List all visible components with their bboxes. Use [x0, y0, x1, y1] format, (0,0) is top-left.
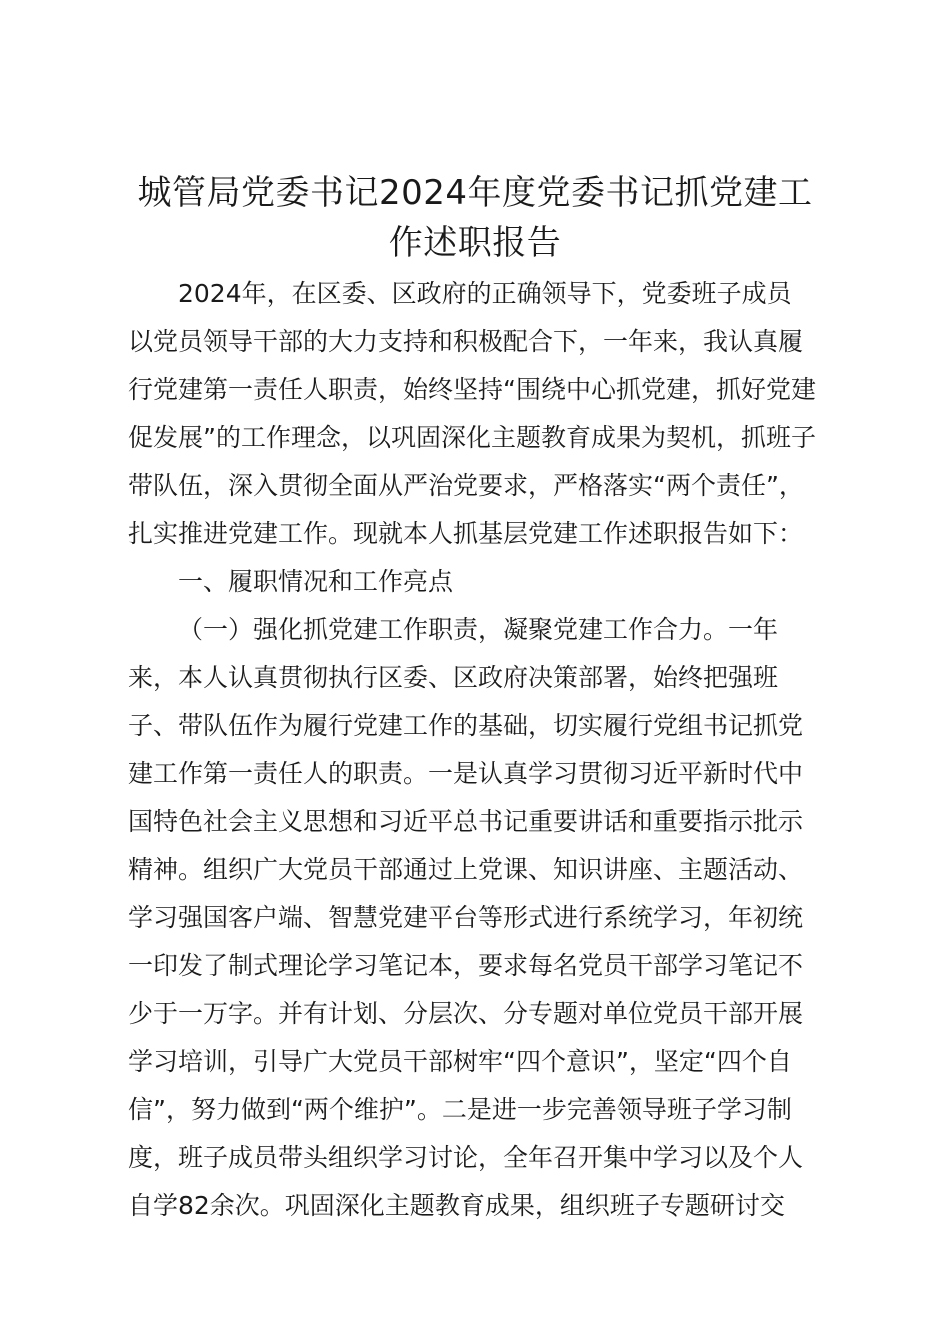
text-line: 2024年，在区委、区政府的正确领导下，党委班子成员	[178, 279, 792, 308]
text-line: 子、带队伍作为履行党建工作的基础，切实履行党组书记抓党	[128, 711, 804, 740]
document-title	[118, 168, 832, 268]
text-line: 促发展”的工作理念，以巩固深化主题教育成果为契机，抓班子	[128, 423, 816, 452]
text-line: 来，本人认真贯彻执行区委、区政府决策部署，始终把强班	[128, 663, 779, 692]
text-line: 度，班子成员带头组织学习讨论，全年召开集中学习以及个人	[128, 1143, 804, 1172]
text-line: 带队伍，深入贯彻全面从严治党要求，严格落实“两个责任”，	[128, 471, 804, 500]
text-line: 行党建第一责任人职责，始终坚持“围绕中心抓党建，抓好党建	[128, 375, 816, 404]
title-line-1: 城管局党委书记2024年度党委书记抓党建工	[137, 173, 813, 213]
text-line: 信”，努力做到“两个维护”。二是进一步完善领导班子学习制	[128, 1095, 792, 1124]
text-line: 少于一万字。并有计划、分层次、分专题对单位党员干部开展	[128, 999, 804, 1028]
text-line: 学习强国客户端、智慧党建平台等形式进行系统学习，年初统	[128, 903, 804, 932]
title-line-2: 作述职报告	[388, 223, 562, 263]
text-line: 一印发了制式理论学习笔记本，要求每名党员干部学习笔记不	[128, 951, 804, 980]
text-line: 自学82余次。巩固深化主题教育成果，组织班子专题研讨交	[128, 1191, 785, 1220]
text-line: 扎实推进党建工作。现就本人抓基层党建工作述职报告如下：	[128, 519, 804, 548]
text-line: 建工作第一责任人的职责。一是认真学习贯彻习近平新时代中	[128, 759, 804, 788]
subsection-heading-line: （一）强化抓党建工作职责，凝聚党建工作合力。一年	[178, 615, 779, 644]
text-line: 国特色社会主义思想和习近平总书记重要讲话和重要指示批示	[128, 807, 804, 836]
text-line: 学习培训，引导广大党员干部树牢“四个意识”，坚定“四个自	[128, 1047, 792, 1076]
section-heading: 一、履职情况和工作亮点	[178, 567, 454, 596]
text-line: 以党员领导干部的大力支持和积极配合下，一年来，我认真履	[128, 327, 804, 356]
text-line: 精神。组织广大党员干部通过上党课、知识讲座、主题活动、	[128, 855, 804, 884]
